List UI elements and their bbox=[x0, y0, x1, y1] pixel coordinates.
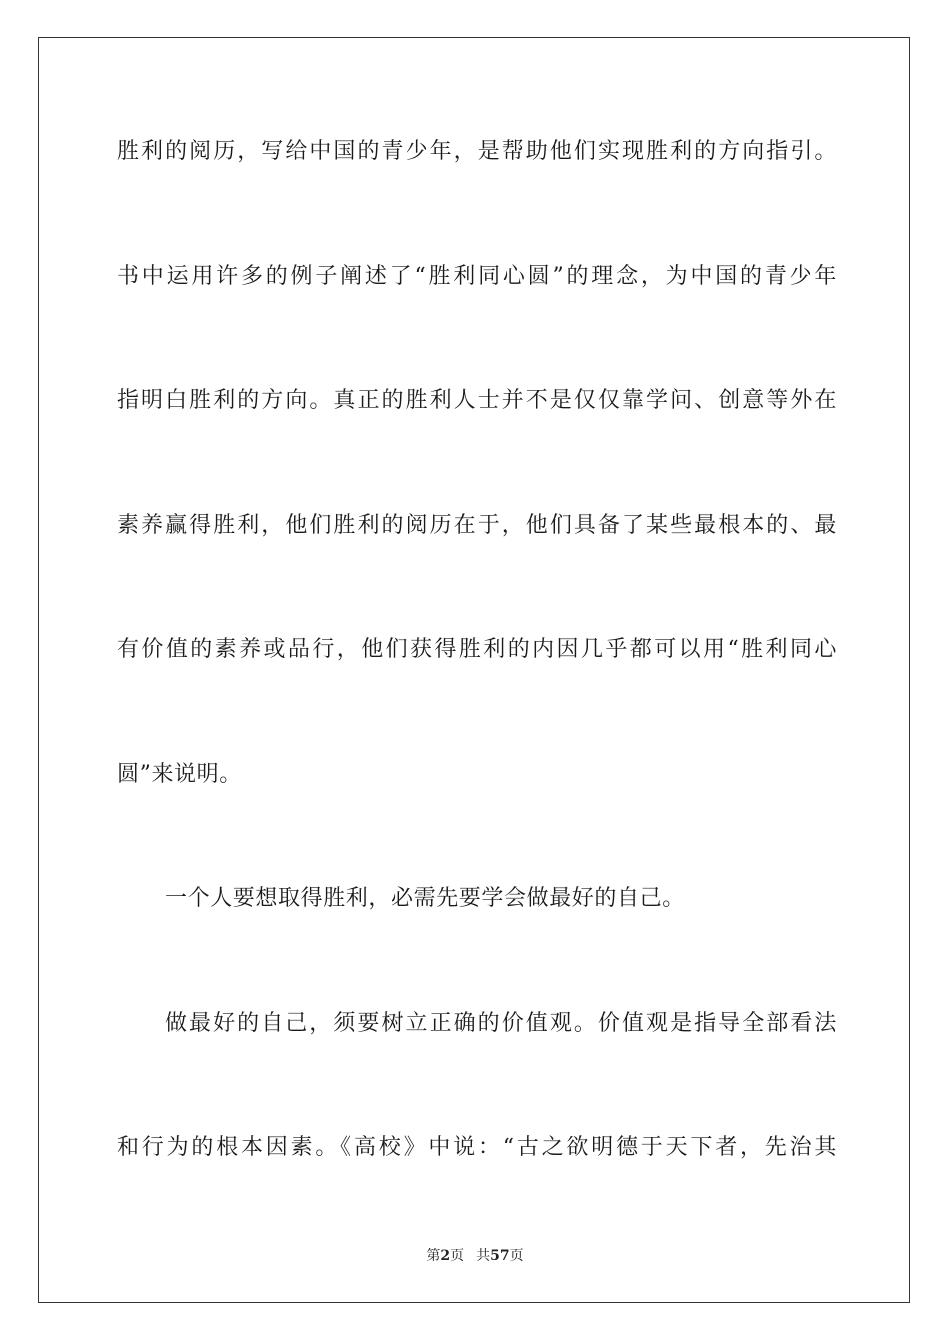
paragraph-line-7: 一个人要想取得胜利，必需先要学会做最好的自己。 bbox=[165, 886, 685, 911]
text-line-1: 胜利的阅历，写给中国的青少年，是帮助他们实现胜利的方向指引。 bbox=[117, 139, 837, 164]
page-footer bbox=[0, 1247, 950, 1265]
paragraph-line-8: 做最好的自己，须要树立正确的价值观。价值观是指导全部看法 bbox=[165, 1011, 837, 1036]
page-border bbox=[38, 37, 910, 1303]
page-number: 2 bbox=[440, 1248, 451, 1264]
page-prefix: 第 bbox=[426, 1248, 441, 1264]
text-line-9: 和行为的根本因素。《高校》中说：“古之欲明德于天下者，先治其 bbox=[117, 1135, 837, 1160]
text-line-6: 圆”来说明。 bbox=[117, 762, 242, 787]
text-line-4: 素养赢得胜利，他们胜利的阅历在于，他们具备了某些最根本的、最 bbox=[117, 513, 837, 538]
text-line-2: 书中运用许多的例子阐述了“胜利同心圆”的理念，为中国的青少年 bbox=[117, 264, 837, 289]
text-line-3: 指明白胜利的方向。真正的胜利人士并不是仅仅靠学问、创意等外在 bbox=[117, 388, 837, 413]
text-line-5: 有价值的素养或品行，他们获得胜利的内因几乎都可以用“胜利同心 bbox=[117, 637, 837, 662]
page-suffix: 页 bbox=[450, 1248, 465, 1264]
total-suffix: 页 bbox=[509, 1248, 524, 1264]
total-prefix: 共 bbox=[476, 1248, 491, 1264]
total-pages: 57 bbox=[490, 1248, 510, 1264]
